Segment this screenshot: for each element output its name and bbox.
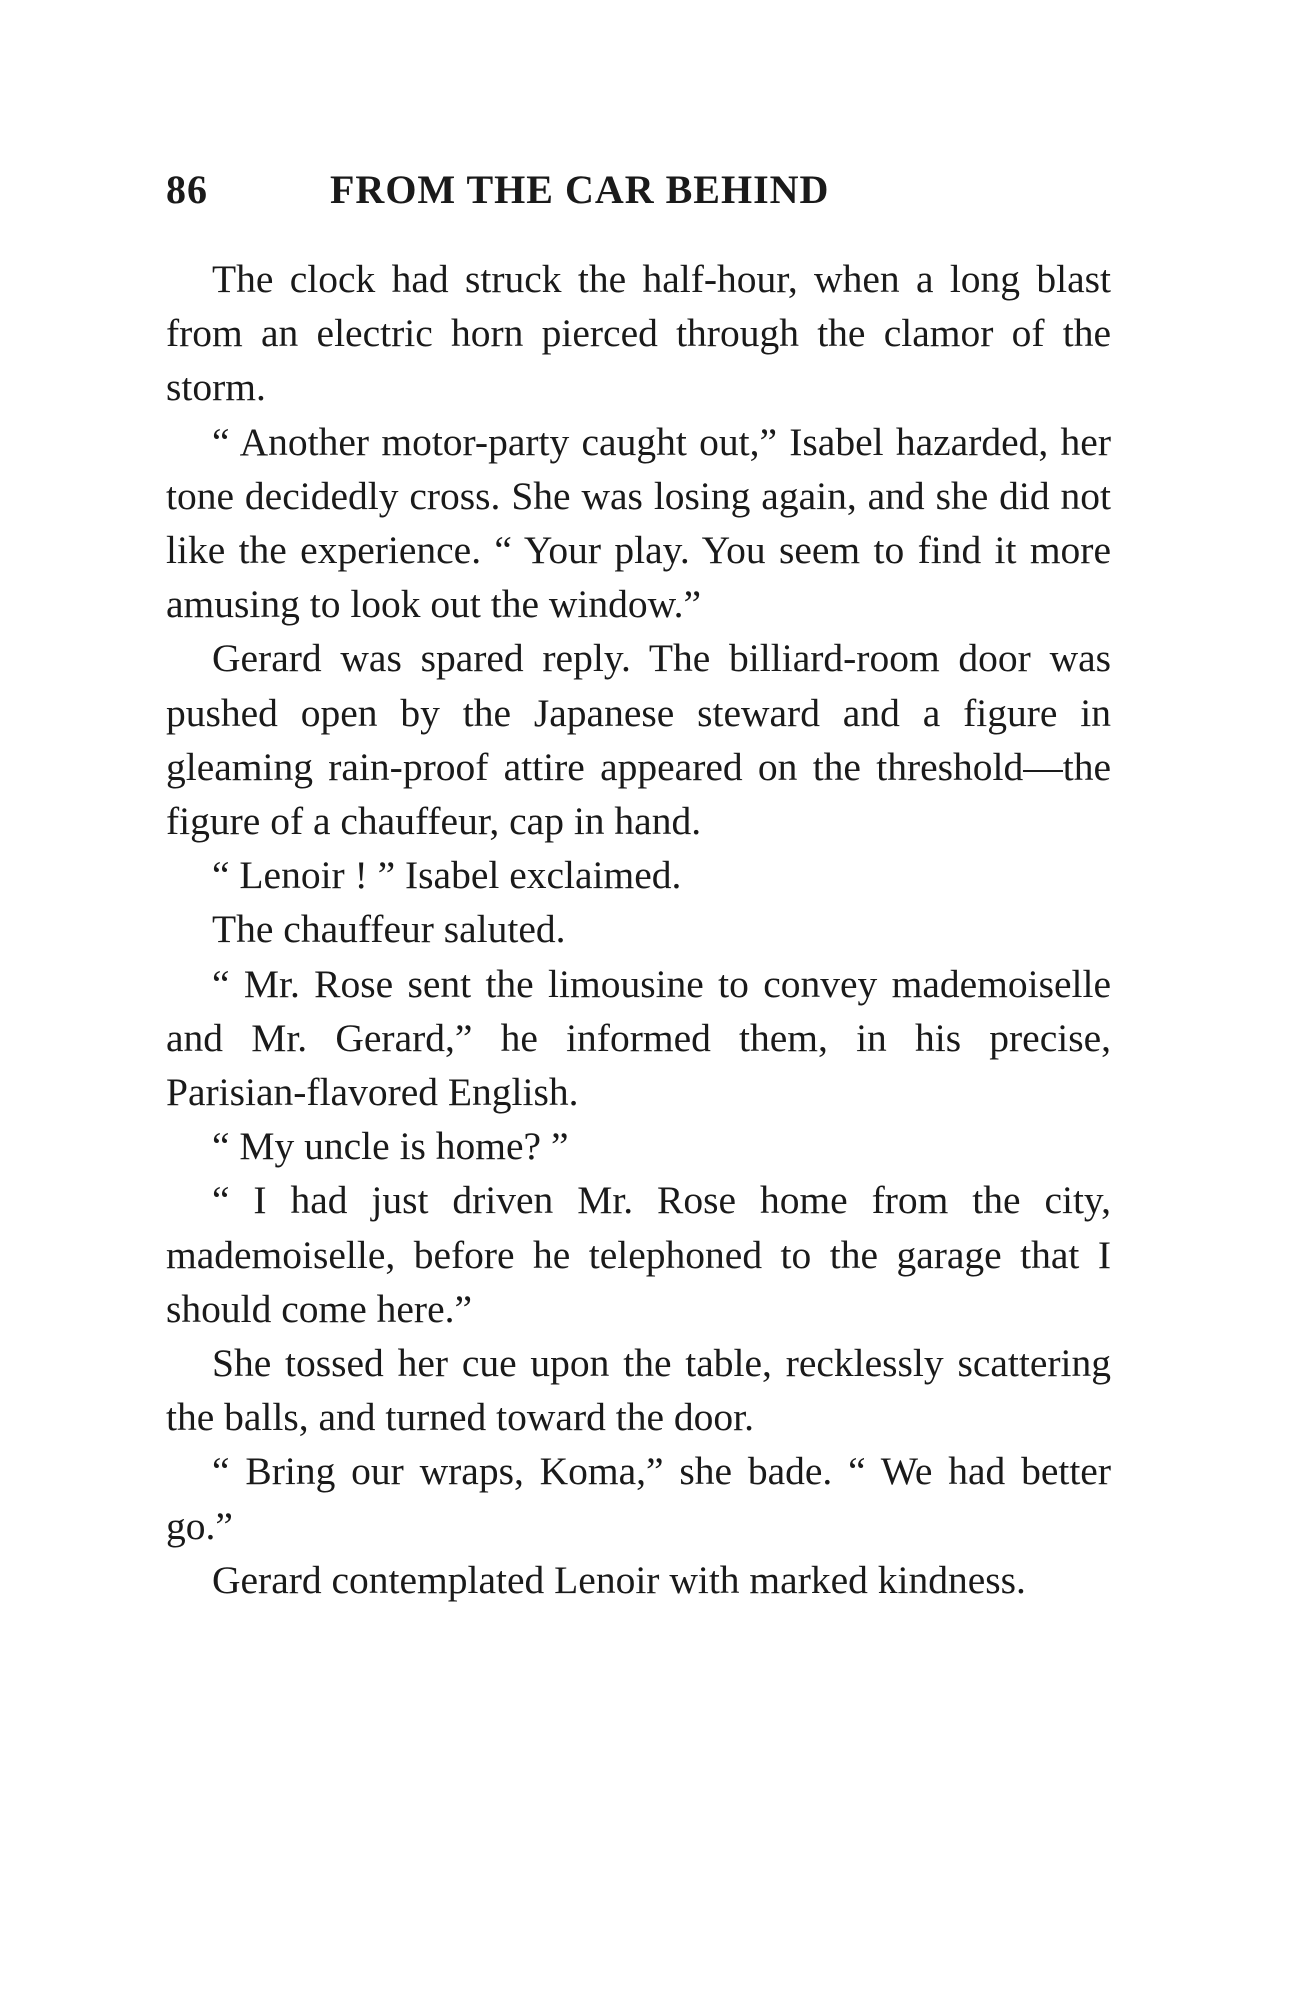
paragraph: The clock had struck the half-hour, when a long blast from an electric horn pierced through the clamor of the storm. (166, 257, 1111, 410)
paragraph: “ Bring our wraps, Koma,” she bade. “ We had better go.” (166, 1449, 1111, 1548)
body-text (166, 252, 1111, 1607)
paragraph: “ Lenoir ! ” Isabel exclaimed. (212, 853, 682, 898)
paragraph: Gerard was spared reply. The billiard-room door was pushed open by the Japanese steward and a figure in gleaming rain-proof attire appeared on the threshold—the figure of a chauffeur, cap in hand. (166, 636, 1111, 844)
paragraph: “ Another motor-party caught out,” Isabel hazarded, her tone decidedly cross. She was losing again, and she did not like the experience. “ Your play. You seem to find it more amusing to look out the window.” (166, 419, 1111, 627)
paragraph: She tossed her cue upon the table, recklessly scattering the balls, and turned toward the door. (166, 1341, 1111, 1440)
running-head (166, 160, 1111, 220)
running-title: FROM THE CAR BEHIND (330, 167, 830, 212)
page-number: 86 (166, 167, 208, 212)
paragraph: “ Mr. Rose sent the limousine to convey mademoiselle and Mr. Gerard,” he informed them, in his precise, Parisian-flavored English. (166, 961, 1111, 1115)
paragraph: “ I had just driven Mr. Rose home from the city, mademoiselle, before he telephoned to the garage that I should come here.” (166, 1178, 1111, 1331)
paragraph: “ My uncle is home? ” (212, 1124, 569, 1169)
paragraph: Gerard contemplated Lenoir with marked kindness. (212, 1557, 1026, 1602)
paragraph: The chauffeur saluted. (212, 907, 566, 952)
